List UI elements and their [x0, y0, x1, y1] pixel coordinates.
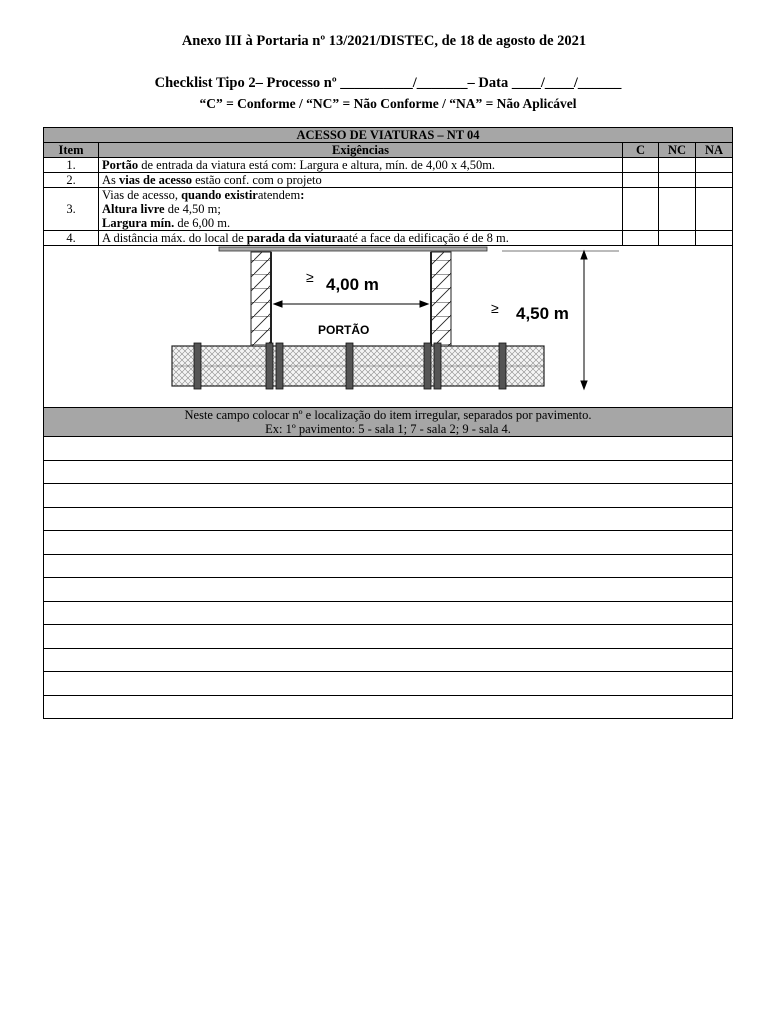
irregular-item-field[interactable]	[44, 625, 733, 649]
irregular-item-field[interactable]	[44, 531, 733, 555]
checkbox-nc[interactable]	[659, 231, 696, 246]
column-header-exigencias: Exigências	[99, 143, 623, 158]
irregular-item-field[interactable]	[44, 578, 733, 602]
irregular-item-field[interactable]	[44, 484, 733, 508]
checklist-process-line: Checklist Tipo 2– Processo nº __________/_______– Data ____/____/______	[154, 75, 622, 91]
checkbox-na[interactable]	[696, 188, 733, 231]
irregular-item-row	[44, 531, 733, 555]
irregular-item-row	[44, 484, 733, 508]
right-pillar	[431, 252, 451, 346]
irregular-items-instructions: Neste campo colocar nº e localização do item irregular, separados por pavimento. Ex: 1º pavimento: 5 - sala 1; 7 - sala 2; 9 - sala 4.	[44, 408, 733, 437]
item-number: 2.	[44, 173, 99, 188]
irregular-item-field[interactable]	[44, 672, 733, 696]
requirement-row-4	[44, 231, 733, 246]
irregular-item-field[interactable]	[44, 507, 733, 531]
column-header-nc: NC	[659, 143, 696, 158]
checkbox-c[interactable]	[623, 188, 659, 231]
column-header-na: NA	[696, 143, 733, 158]
checkbox-c[interactable]	[623, 231, 659, 246]
height-label: 4,50 m	[516, 304, 569, 323]
checkbox-c[interactable]	[623, 158, 659, 173]
irregular-item-row	[44, 625, 733, 649]
irregular-item-row	[44, 507, 733, 531]
requirement-row-3	[44, 188, 733, 231]
irregular-item-field[interactable]	[44, 437, 733, 461]
irregular-item-row	[44, 554, 733, 578]
irregular-item-row	[44, 672, 733, 696]
checkbox-nc[interactable]	[659, 173, 696, 188]
irregular-item-field[interactable]	[44, 648, 733, 672]
checkbox-na[interactable]	[696, 173, 733, 188]
requirement-text: As vias de acesso estão conf. com o projeto	[99, 173, 623, 188]
width-dimension-arrow	[274, 301, 428, 307]
top-beam	[219, 247, 487, 251]
irregular-item-row	[44, 648, 733, 672]
irregular-item-field[interactable]	[44, 601, 733, 625]
geq-symbol-height: ≥	[491, 300, 499, 316]
requirement-text: Vias de acesso, quando existiratendem: Altura livre de 4,50 m; Largura mín. de 6,00 m.	[99, 188, 623, 231]
irregular-item-row	[44, 578, 733, 602]
checkbox-c[interactable]	[623, 173, 659, 188]
irregular-item-field[interactable]	[44, 695, 733, 719]
gate-dimension-diagram	[44, 246, 731, 407]
gate-diagram-cell	[44, 246, 733, 408]
item-number: 3.	[44, 188, 99, 231]
checkbox-na[interactable]	[696, 158, 733, 173]
requirement-row-2	[44, 173, 733, 188]
checkbox-nc[interactable]	[659, 158, 696, 173]
requirement-text: A distância máx. do local de parada da viaturaaté a face da edificação é de 8 m.	[99, 231, 623, 246]
requirement-row-1	[44, 158, 733, 173]
requirement-text: Portão de entrada da viatura está com: Largura e altura, mín. de 4,00 x 4,50m.	[99, 158, 623, 173]
checkbox-na[interactable]	[696, 231, 733, 246]
width-label: 4,00 m	[326, 275, 379, 294]
irregular-item-field[interactable]	[44, 554, 733, 578]
irregular-item-row	[44, 601, 733, 625]
checkbox-nc[interactable]	[659, 188, 696, 231]
irregular-item-row	[44, 695, 733, 719]
left-pillar	[251, 252, 271, 346]
document-title: Anexo III à Portaria nº 13/2021/DISTEC, de 18 de agosto de 2021	[181, 33, 587, 49]
item-number: 1.	[44, 158, 99, 173]
section-title: ACESSO DE VIATURAS – NT 04	[44, 128, 733, 143]
geq-symbol-width: ≥	[306, 269, 314, 285]
irregular-item-field[interactable]	[44, 460, 733, 484]
irregular-item-row	[44, 437, 733, 461]
status-legend: “C” = Conforme / “NC” = Não Conforme / “NA” = Não Aplicável	[199, 96, 577, 111]
irregular-item-row	[44, 460, 733, 484]
column-header-c: C	[623, 143, 659, 158]
checklist-table	[43, 127, 733, 719]
item-number: 4.	[44, 231, 99, 246]
gate-label: PORTÃO	[318, 323, 370, 337]
column-header-item: Item	[44, 143, 99, 158]
